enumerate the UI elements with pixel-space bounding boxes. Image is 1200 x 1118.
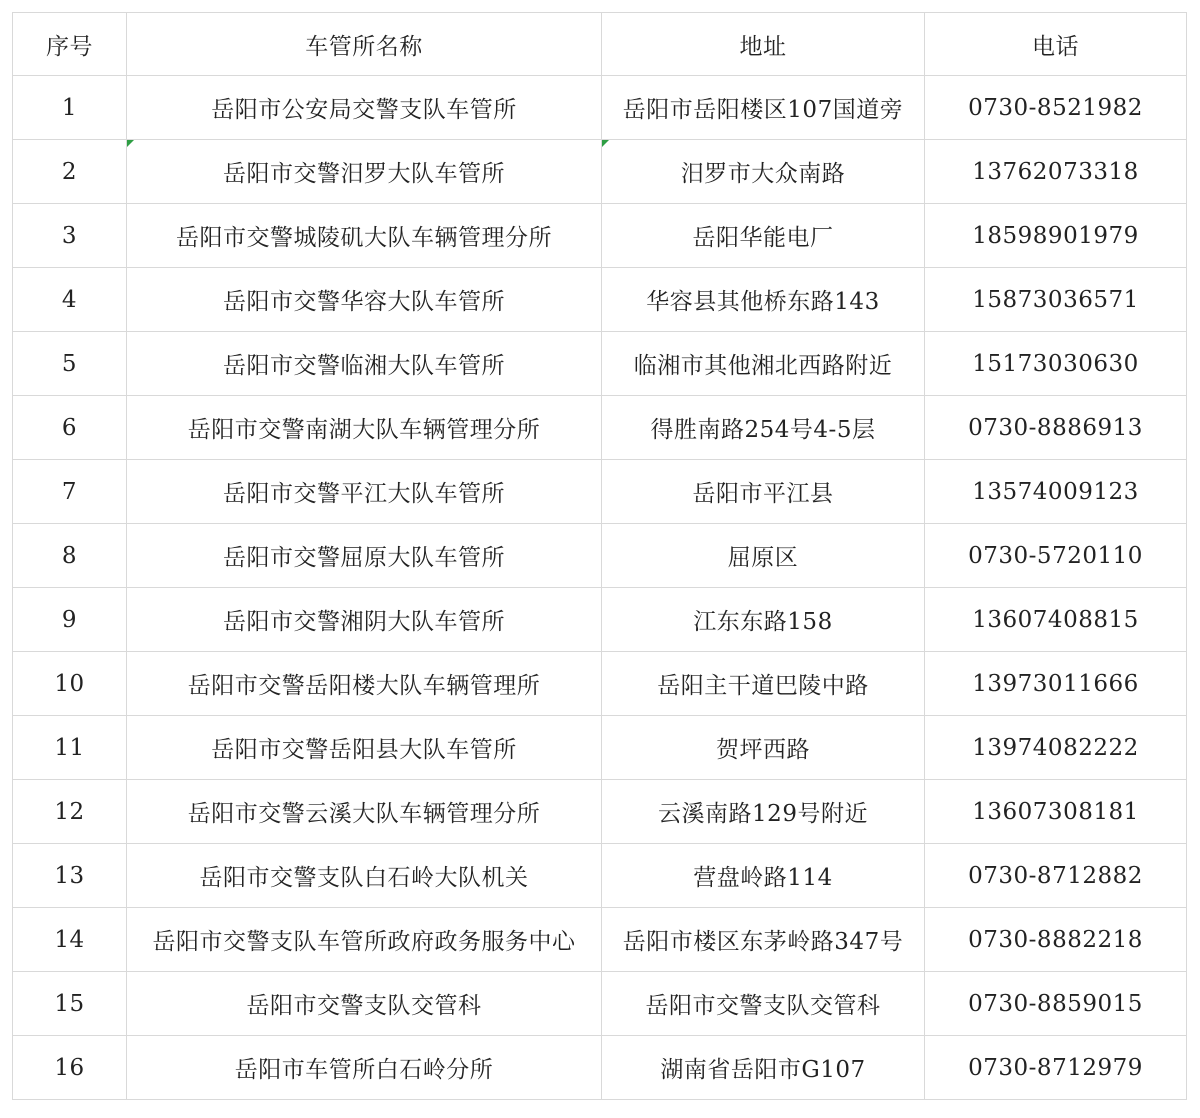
cell-phone-text: 0730-8882218	[968, 926, 1143, 953]
cell-no-text: 12	[54, 798, 85, 825]
cell-address-text: 汨罗市大众南路	[680, 161, 846, 187]
cell-name-text: 岳阳市交警支队交管科	[246, 993, 482, 1019]
cell-name-text: 岳阳市交警平江大队车管所	[223, 481, 505, 507]
cell-name[interactable]	[127, 140, 602, 204]
table-row	[13, 972, 1187, 1036]
cell-phone-text: 0730-8521982	[968, 94, 1143, 121]
cell-phone-text: 0730-5720110	[968, 542, 1143, 569]
cell-phone-text: 13974082222	[972, 734, 1139, 761]
header-cell-name[interactable]: 车管所名称	[127, 13, 602, 76]
cell-name[interactable]	[127, 460, 602, 524]
cell-address-text: 云溪南路129号附近	[658, 801, 868, 827]
table-row	[13, 1036, 1187, 1100]
cell-name[interactable]	[127, 76, 602, 140]
cell-no[interactable]	[13, 908, 127, 972]
cell-phone[interactable]	[925, 396, 1187, 460]
cell-phone-text: 13607408815	[972, 606, 1139, 633]
cell-name-text: 岳阳市交警岳阳楼大队车辆管理所	[187, 673, 541, 699]
table-row	[13, 524, 1187, 588]
cell-name[interactable]	[127, 844, 602, 908]
cell-no-text: 5	[61, 350, 78, 377]
table-row	[13, 396, 1187, 460]
cell-no[interactable]	[13, 1036, 127, 1100]
cell-name-text: 岳阳市交警临湘大队车管所	[223, 353, 505, 379]
cell-marker-icon	[127, 140, 134, 147]
cell-address[interactable]	[602, 652, 925, 716]
cell-name[interactable]	[127, 268, 602, 332]
cell-phone-text: 13607308181	[972, 798, 1139, 825]
cell-address-text: 华容县其他桥东路143	[646, 289, 880, 315]
cell-name[interactable]	[127, 204, 602, 268]
cell-phone[interactable]	[925, 140, 1187, 204]
cell-address[interactable]	[602, 908, 925, 972]
cell-address[interactable]	[602, 204, 925, 268]
table-row	[13, 652, 1187, 716]
cell-no[interactable]	[13, 204, 127, 268]
table-row	[13, 140, 1187, 204]
cell-address[interactable]	[602, 1036, 925, 1100]
cell-address[interactable]	[602, 588, 925, 652]
cell-address-text: 贺坪西路	[716, 737, 810, 763]
cell-no[interactable]	[13, 268, 127, 332]
cell-address[interactable]	[602, 844, 925, 908]
cell-name[interactable]	[127, 332, 602, 396]
cell-phone-text: 13762073318	[972, 158, 1139, 185]
cell-address-text: 临湘市其他湘北西路附近	[633, 353, 893, 379]
cell-name-text: 岳阳市交警屈原大队车管所	[223, 545, 505, 571]
cell-no[interactable]	[13, 972, 127, 1036]
cell-phone-text: 0730-8859015	[968, 990, 1143, 1017]
cell-phone-text: 13574009123	[972, 478, 1139, 505]
cell-address[interactable]	[602, 268, 925, 332]
cell-name[interactable]	[127, 716, 602, 780]
cell-no-text: 7	[61, 478, 78, 505]
cell-phone-text: 0730-8712979	[968, 1054, 1143, 1081]
cell-address-text: 岳阳主干道巴陵中路	[657, 673, 869, 699]
cell-no[interactable]	[13, 332, 127, 396]
cell-address[interactable]	[602, 332, 925, 396]
cell-phone[interactable]	[925, 780, 1187, 844]
table-row	[13, 332, 1187, 396]
cell-address-text: 江东东路158	[693, 609, 833, 635]
table-row	[13, 204, 1187, 268]
cell-address[interactable]	[602, 716, 925, 780]
cell-no-text: 6	[61, 414, 78, 441]
cell-name[interactable]	[127, 396, 602, 460]
cell-name[interactable]	[127, 524, 602, 588]
cell-name-text: 岳阳市交警城陵矶大队车辆管理分所	[176, 225, 552, 251]
cell-phone[interactable]	[925, 460, 1187, 524]
cell-phone[interactable]	[925, 844, 1187, 908]
cell-no[interactable]	[13, 716, 127, 780]
cell-phone-text: 0730-8712882	[968, 862, 1143, 889]
cell-phone[interactable]	[925, 652, 1187, 716]
cell-no[interactable]	[13, 396, 127, 460]
table-row	[13, 588, 1187, 652]
cell-phone[interactable]	[925, 204, 1187, 268]
table-row	[13, 716, 1187, 780]
header-cell-phone[interactable]: 电话	[925, 13, 1187, 76]
cell-address[interactable]	[602, 780, 925, 844]
cell-phone[interactable]	[925, 588, 1187, 652]
cell-phone-text: 13973011666	[972, 670, 1139, 697]
cell-no-text: 13	[54, 862, 85, 889]
header-cell-no[interactable]: 序号	[13, 13, 127, 76]
cell-address-text: 屈原区	[727, 545, 799, 571]
cell-no-text: 14	[54, 926, 85, 953]
cell-no-text: 10	[54, 670, 85, 697]
cell-no[interactable]	[13, 140, 127, 204]
cell-address[interactable]	[602, 972, 925, 1036]
cell-no[interactable]	[13, 524, 127, 588]
cell-name-text: 岳阳市交警湘阴大队车管所	[223, 609, 505, 635]
cell-no[interactable]	[13, 460, 127, 524]
cell-address[interactable]	[602, 524, 925, 588]
cell-no[interactable]	[13, 588, 127, 652]
cell-no-text: 4	[61, 286, 78, 313]
cell-no-text: 15	[54, 990, 85, 1017]
cell-no-text: 3	[61, 222, 78, 249]
cell-phone[interactable]	[925, 76, 1187, 140]
cell-phone-text: 15173030630	[972, 350, 1139, 377]
cell-no-text: 16	[54, 1054, 85, 1081]
cell-address-text: 湖南省岳阳市G107	[660, 1057, 866, 1083]
cell-address[interactable]	[602, 76, 925, 140]
cell-name[interactable]	[127, 780, 602, 844]
cell-address-text: 岳阳市平江县	[692, 481, 834, 507]
cell-phone[interactable]	[925, 972, 1187, 1036]
cell-address-text: 岳阳市楼区东茅岭路347号	[622, 929, 904, 955]
cell-no-text: 9	[61, 606, 78, 633]
cell-phone[interactable]	[925, 716, 1187, 780]
cell-no-text: 8	[61, 542, 78, 569]
cell-name[interactable]	[127, 588, 602, 652]
cell-marker-icon	[602, 140, 609, 147]
cell-no[interactable]	[13, 844, 127, 908]
table-body	[13, 13, 1187, 1100]
cell-phone-text: 0730-8886913	[968, 414, 1143, 441]
cell-name[interactable]	[127, 652, 602, 716]
table-row	[13, 908, 1187, 972]
stations-table	[12, 12, 1187, 1100]
cell-address[interactable]	[602, 460, 925, 524]
cell-name[interactable]	[127, 972, 602, 1036]
cell-address-text: 岳阳华能电厂	[692, 225, 834, 251]
cell-no[interactable]	[13, 780, 127, 844]
cell-name-text: 岳阳市交警支队白石岭大队机关	[199, 865, 529, 891]
cell-phone-text: 18598901979	[972, 222, 1139, 249]
cell-phone[interactable]	[925, 524, 1187, 588]
cell-phone[interactable]	[925, 908, 1187, 972]
table-row	[13, 76, 1187, 140]
header-row	[13, 13, 1187, 76]
cell-phone-text: 15873036571	[972, 286, 1139, 313]
cell-no-text: 1	[61, 94, 78, 121]
cell-name-text: 岳阳市交警华容大队车管所	[223, 289, 505, 315]
table-row	[13, 460, 1187, 524]
cell-name[interactable]	[127, 1036, 602, 1100]
table-row	[13, 268, 1187, 332]
cell-name-text: 岳阳市交警南湖大队车辆管理分所	[187, 417, 541, 443]
cell-name-text: 岳阳市公安局交警支队车管所	[211, 97, 517, 123]
cell-no[interactable]	[13, 652, 127, 716]
cell-address-text: 岳阳市交警支队交管科	[645, 993, 881, 1019]
cell-no[interactable]	[13, 76, 127, 140]
cell-address[interactable]	[602, 140, 925, 204]
cell-phone[interactable]	[925, 1036, 1187, 1100]
cell-phone[interactable]	[925, 268, 1187, 332]
cell-address-text: 岳阳市岳阳楼区107国道旁	[622, 97, 904, 123]
cell-name-text: 岳阳市交警汨罗大队车管所	[223, 161, 505, 187]
cell-name-text: 岳阳市交警支队车管所政府政务服务中心	[152, 929, 576, 955]
cell-name-text: 岳阳市交警云溪大队车辆管理分所	[187, 801, 541, 827]
header-cell-address[interactable]: 地址	[602, 13, 925, 76]
cell-address-text: 营盘岭路114	[693, 865, 833, 891]
cell-name-text: 岳阳市车管所白石岭分所	[234, 1057, 494, 1083]
cell-address-text: 得胜南路254号4-5层	[650, 417, 876, 443]
cell-no-text: 2	[61, 158, 78, 185]
cell-name[interactable]	[127, 908, 602, 972]
table-row	[13, 780, 1187, 844]
table-row	[13, 844, 1187, 908]
cell-name-text: 岳阳市交警岳阳县大队车管所	[211, 737, 517, 763]
cell-phone[interactable]	[925, 332, 1187, 396]
cell-no-text: 11	[54, 734, 85, 761]
cell-address[interactable]	[602, 396, 925, 460]
